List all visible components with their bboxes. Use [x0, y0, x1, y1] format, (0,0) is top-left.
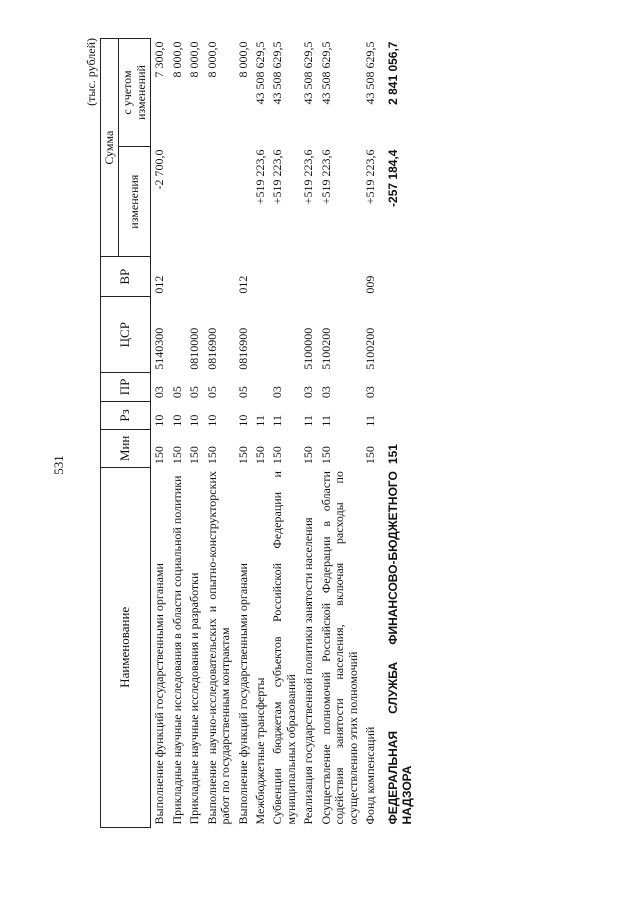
cell-total: 43 508 629,5	[252, 41, 267, 105]
header-min: Мин	[101, 430, 151, 468]
cell-change	[204, 147, 235, 257]
cell-csr: 0816900	[235, 327, 250, 370]
cell-pr: 05	[204, 386, 219, 399]
cell-total: 7 300,0	[152, 41, 167, 78]
cell-change: -257 184,4	[386, 149, 401, 207]
budget-sheet	[84, 38, 544, 828]
units-note: (тыс. рублей)	[84, 38, 98, 106]
cell-name: Межбюджетные трансферты	[252, 677, 267, 825]
cell-pr: 03	[270, 386, 285, 399]
cell-vr	[169, 257, 186, 297]
cell-total: 8 000,0	[169, 41, 184, 78]
header-csr: ЦСР	[101, 297, 151, 373]
cell-vr: 009	[363, 275, 377, 294]
cell-rz: 10	[204, 414, 219, 427]
cell-change: +519 223,6	[301, 149, 316, 205]
cell-name: Фонд компенсаций	[363, 726, 377, 825]
cell-min: 151	[386, 444, 401, 465]
page-number: 531	[51, 455, 66, 475]
cell-pr: 03	[301, 386, 316, 399]
cell-rz: 11	[363, 415, 377, 427]
cell-name: ФЕДЕРАЛЬНАЯ СЛУЖБА ФИНАНСОВО-БЮДЖЕТНОГО НАДЗОРА	[386, 471, 414, 825]
cell-change: +519 223,6	[270, 149, 285, 205]
cell-csr	[252, 297, 269, 373]
cell-name: Выполнение функций государственными органами	[152, 563, 167, 825]
cell-total: 8 000,0	[235, 41, 250, 78]
table-row	[252, 39, 269, 828]
cell-change: +519 223,6	[363, 149, 377, 205]
cell-rz: 10	[152, 414, 167, 427]
cell-vr: 012	[235, 275, 250, 294]
cell-change: +519 223,6	[252, 149, 267, 205]
cell-min: 150	[252, 446, 267, 465]
cell-name: Субвенции бюджетам субъектов Российской Федерации и муниципальных образований	[270, 471, 298, 825]
cell-name: Прикладные научные исследования в области социальной политики	[169, 475, 184, 825]
cell-min: 150	[152, 446, 167, 465]
table-row	[385, 39, 416, 828]
cell-total: 43 508 629,5	[363, 41, 377, 105]
budget-table	[100, 38, 416, 828]
cell-csr	[269, 297, 300, 373]
header-rz: Рз	[101, 401, 151, 429]
cell-rz: 11	[301, 415, 316, 427]
table-row	[300, 39, 317, 828]
table-row	[151, 39, 169, 828]
cell-rz: 10	[169, 414, 184, 427]
cell-rz	[385, 401, 416, 429]
table-row	[204, 39, 235, 828]
table-row	[269, 39, 300, 828]
cell-vr	[186, 257, 203, 297]
header-with-changes: с учетом изменений	[119, 39, 151, 147]
cell-total: 8 000,0	[187, 41, 202, 78]
cell-change	[235, 147, 252, 257]
cell-vr	[269, 257, 300, 297]
cell-vr	[385, 257, 416, 297]
cell-min: 150	[204, 446, 219, 465]
cell-pr: 03	[152, 386, 167, 399]
cell-vr	[300, 257, 317, 297]
table-row	[169, 39, 186, 828]
cell-rz: 11	[252, 415, 267, 427]
cell-rz: 10	[235, 414, 250, 427]
cell-name: Выполнение научно-исследовательских и опытно-конструкторских работ по государственным контрактам	[204, 471, 233, 825]
cell-total: 2 841 056,7	[386, 41, 401, 105]
cell-total: 8 000,0	[204, 41, 219, 78]
cell-pr	[252, 373, 269, 401]
cell-rz: 11	[318, 415, 333, 427]
table-row	[186, 39, 203, 828]
cell-rz: 10	[187, 414, 202, 427]
cell-pr	[385, 373, 416, 401]
cell-name: Реализация государственной политики занятости населения	[301, 517, 316, 825]
cell-rz: 11	[270, 415, 285, 427]
cell-pr: 05	[169, 386, 184, 399]
cell-vr: 012	[152, 275, 167, 294]
cell-csr: 5100200	[318, 327, 333, 370]
header-name: Наименование	[101, 467, 151, 827]
cell-name: Прикладные научные исследования и разработки	[187, 572, 202, 825]
cell-change	[169, 147, 186, 257]
cell-total: 43 508 629,5	[270, 41, 285, 105]
cell-pr: 05	[187, 386, 202, 399]
cell-min: 150	[301, 446, 316, 465]
cell-min: 150	[363, 446, 377, 465]
cell-pr: 03	[318, 386, 333, 399]
cell-csr: 0810000	[187, 327, 202, 370]
header-changes: изменения	[119, 147, 151, 257]
table-row	[235, 39, 252, 828]
cell-csr: 5100200	[363, 327, 377, 370]
cell-csr: 5140300	[152, 327, 167, 370]
cell-min: 150	[270, 446, 285, 465]
cell-pr: 03	[363, 386, 377, 399]
cell-min: 150	[235, 446, 250, 465]
cell-total: 43 508 629,5	[301, 41, 316, 105]
header-pr: ПР	[101, 373, 151, 401]
cell-csr: 0816900	[204, 327, 219, 370]
cell-csr: 5100000	[301, 327, 316, 370]
cell-name: Выполнение функций государственными органами	[235, 563, 250, 825]
cell-change	[186, 147, 203, 257]
header-sum: Сумма	[101, 39, 119, 257]
cell-change: +519 223,6	[318, 149, 333, 205]
cell-vr	[204, 257, 235, 297]
cell-min: 150	[318, 446, 333, 465]
cell-csr	[385, 297, 416, 373]
cell-name: Осуществление полномочий Российской Федерации в области содействия занятости населения, включая расходы по осуществлению этих полномочий	[318, 471, 360, 825]
cell-csr	[169, 297, 186, 373]
cell-vr	[318, 257, 362, 297]
header-vr: ВР	[101, 257, 151, 297]
cell-min: 150	[187, 446, 202, 465]
cell-vr	[252, 257, 269, 297]
table-row	[362, 39, 379, 828]
cell-pr: 05	[235, 386, 250, 399]
cell-change: -2 700,0	[152, 149, 167, 190]
cell-total: 43 508 629,5	[318, 41, 333, 105]
table-row	[318, 39, 362, 828]
cell-min: 150	[169, 446, 184, 465]
